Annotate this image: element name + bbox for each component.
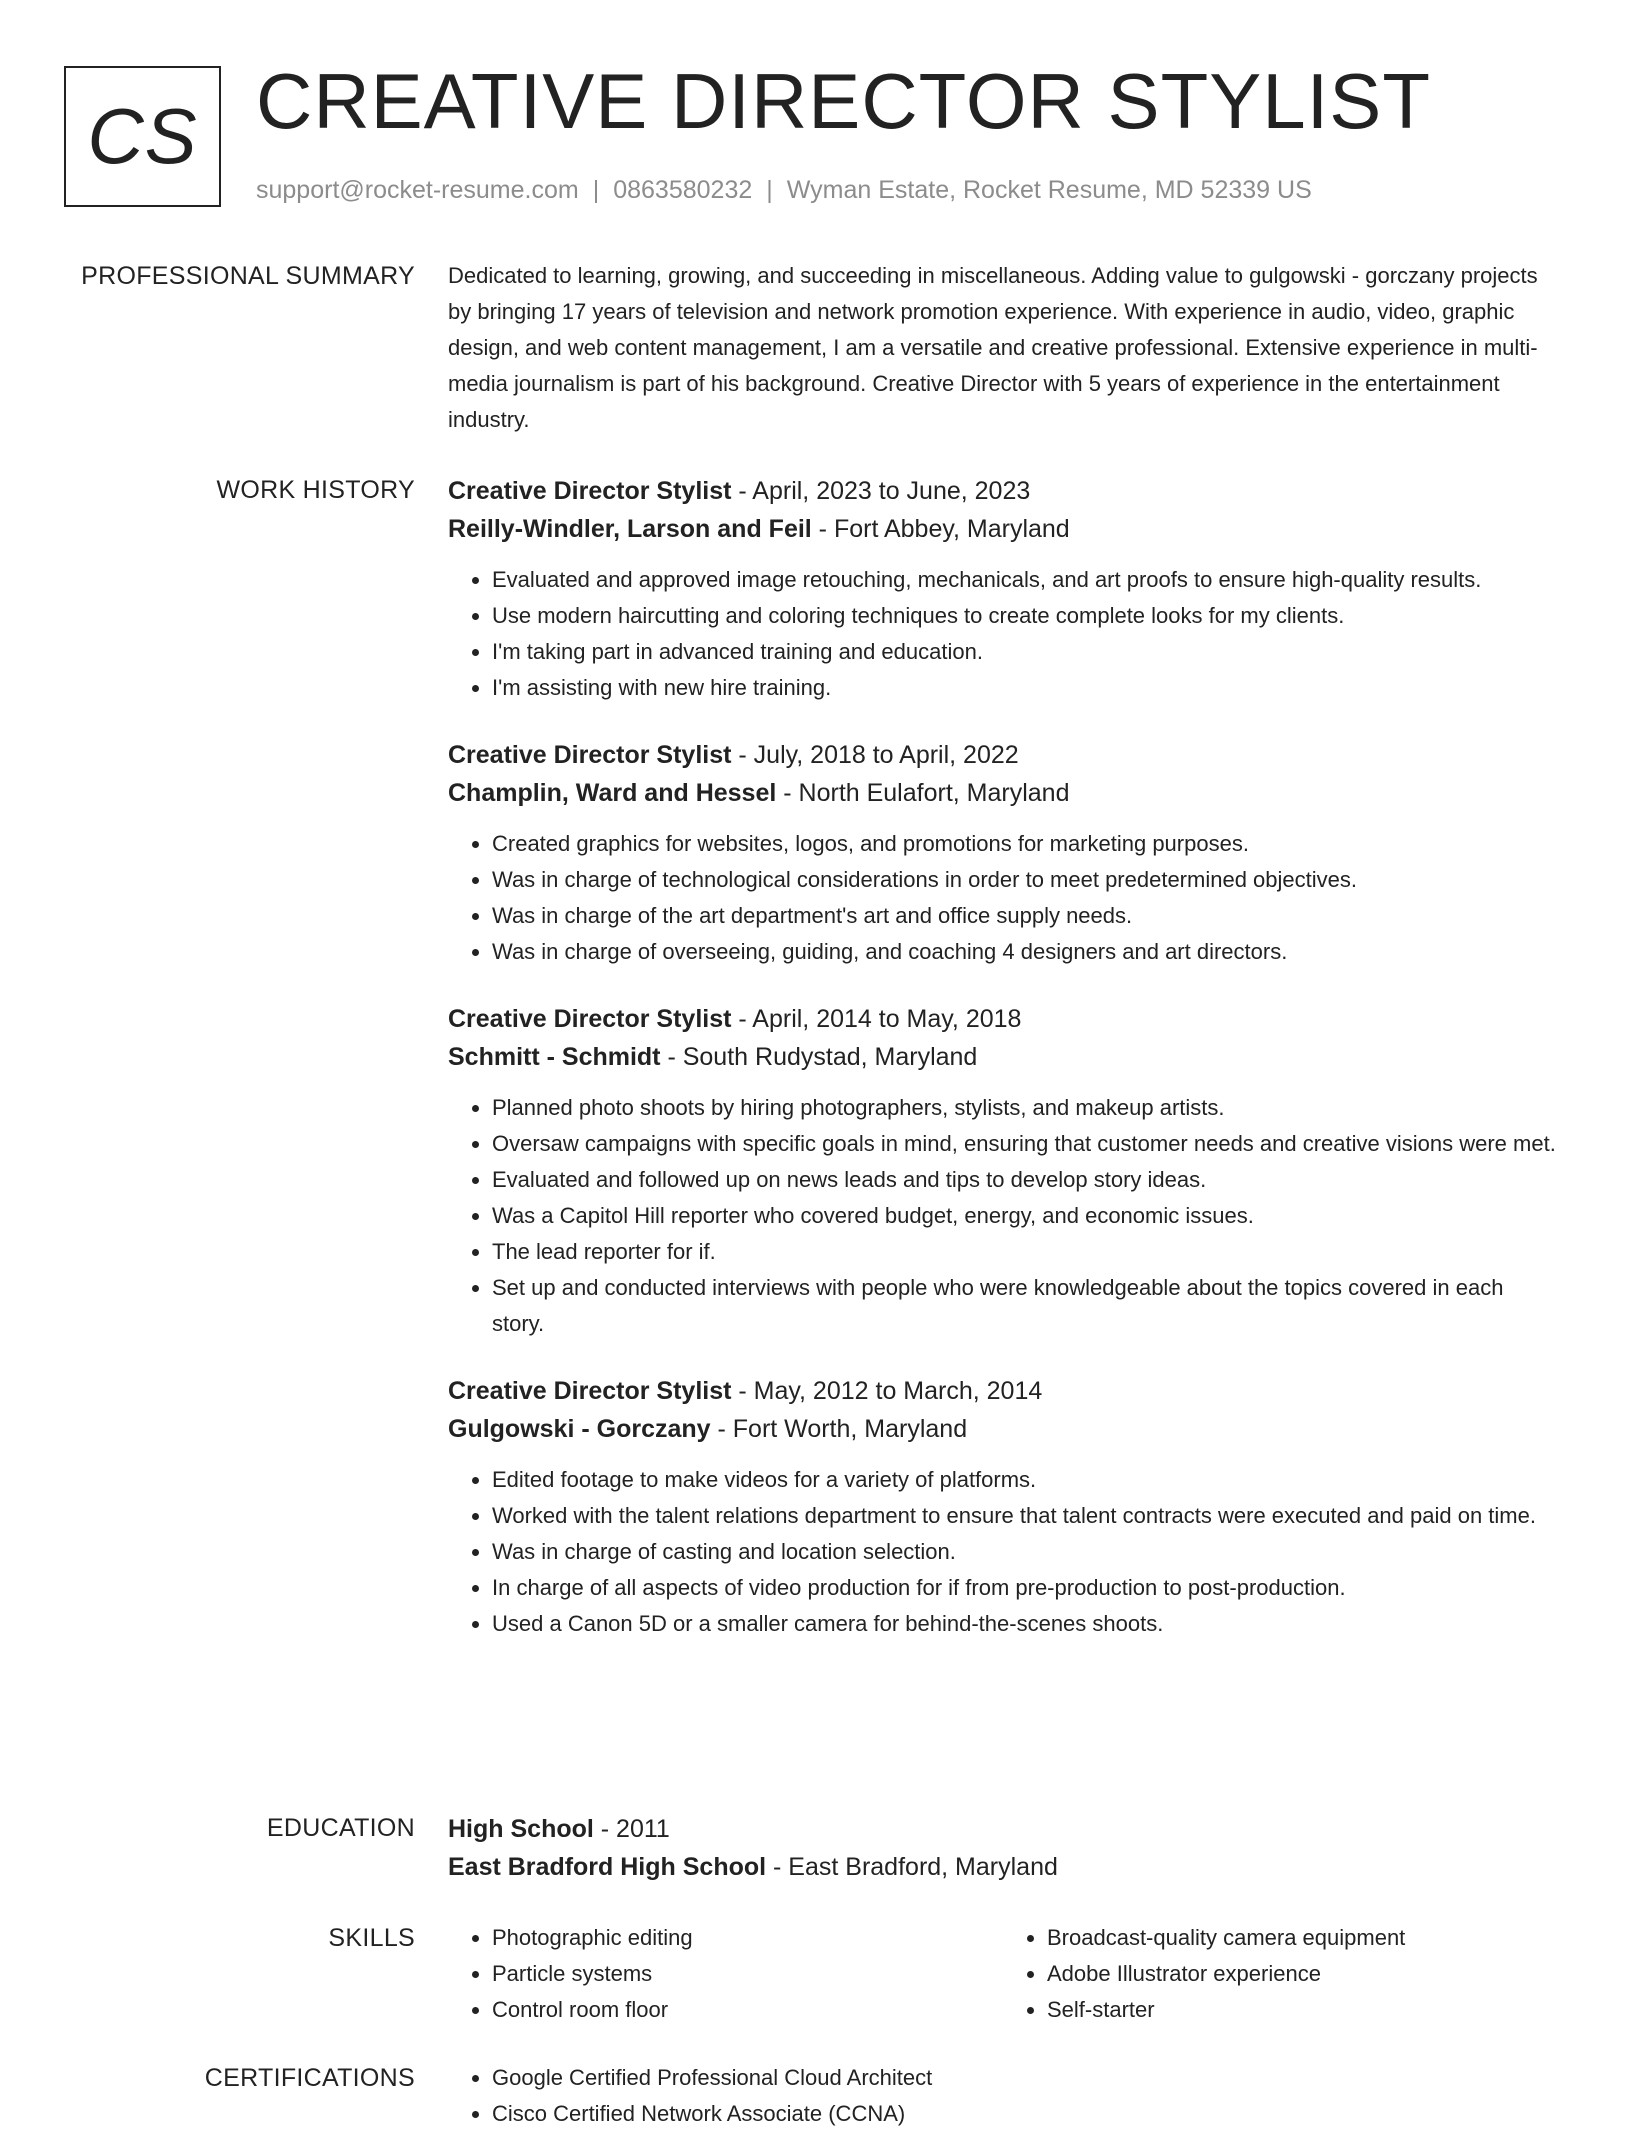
- job-company-line: [448, 510, 1558, 548]
- skill-item: • Control room floor: [492, 1992, 1003, 2028]
- job-dates: - July, 2018 to April, 2022: [731, 741, 1019, 769]
- skills-list-right: [1003, 1920, 1558, 2028]
- job-bullet: • In charge of all aspects of video production for if from pre-production to post-production.: [492, 1570, 1558, 1606]
- skill-item: • Adobe Illustrator experience: [1047, 1956, 1558, 1992]
- skill-item: • Broadcast-quality camera equipment: [1047, 1920, 1558, 1956]
- contact-line: [256, 174, 1312, 206]
- job-bullet: • Was in charge of casting and location selection.: [492, 1534, 1558, 1570]
- job-bullets: [448, 1462, 1558, 1642]
- candidate-name: CREATIVE DIRECTOR STYLIST: [256, 57, 1431, 145]
- section-label-certifications: CERTIFICATIONS: [204, 2064, 415, 2092]
- job-bullet: • Used a Canon 5D or a smaller camera for behind-the-scenes shoots.: [492, 1606, 1558, 1642]
- contact-separator: |: [766, 176, 773, 204]
- job-title-line: [448, 1372, 1558, 1410]
- job-bullet: • I'm assisting with new hire training.: [492, 670, 1558, 706]
- job-title-line: [448, 472, 1558, 510]
- job-entry: [448, 472, 1558, 706]
- job-bullet: • Created graphics for websites, logos, and promotions for marketing purposes.: [492, 826, 1558, 862]
- job-dates: - April, 2023 to June, 2023: [731, 477, 1031, 505]
- education-degree-line: [448, 1810, 1558, 1848]
- job-company-line: [448, 1038, 1558, 1076]
- contact-email: support@rocket-resume.com: [256, 176, 579, 204]
- job-list: [448, 472, 1558, 1672]
- monogram-logo: CS: [64, 66, 221, 207]
- job-location: - North Eulafort, Maryland: [776, 779, 1070, 807]
- section-label-work-history: WORK HISTORY: [216, 476, 415, 504]
- job-title: Creative Director Stylist: [448, 1377, 732, 1405]
- skill-item: • Self-starter: [1047, 1992, 1558, 2028]
- job-bullet: • Planned photo shoots by hiring photographers, stylists, and makeup artists.: [492, 1090, 1558, 1126]
- job-company: Reilly-Windler, Larson and Feil: [448, 515, 812, 543]
- job-company: Schmitt - Schmidt: [448, 1043, 661, 1071]
- job-bullets: [448, 826, 1558, 970]
- section-label-education: EDUCATION: [266, 1814, 415, 1842]
- job-bullet: • Was in charge of overseeing, guiding, and coaching 4 designers and art directors.: [492, 934, 1558, 970]
- certification-item: • Google Certified Professional Cloud Architect: [492, 2060, 1558, 2096]
- job-bullets: [448, 1090, 1558, 1342]
- education-location: - East Bradford, Maryland: [766, 1853, 1058, 1881]
- job-bullet: • I'm taking part in advanced training and education.: [492, 634, 1558, 670]
- job-company-line: [448, 1410, 1558, 1448]
- job-entry: [448, 1000, 1558, 1342]
- job-title: Creative Director Stylist: [448, 477, 732, 505]
- job-entry: [448, 1372, 1558, 1642]
- job-location: - Fort Abbey, Maryland: [811, 515, 1070, 543]
- job-location: - Fort Worth, Maryland: [710, 1415, 968, 1443]
- job-bullet: • Evaluated and followed up on news leads and tips to develop story ideas.: [492, 1162, 1558, 1198]
- job-dates: - May, 2012 to March, 2014: [731, 1377, 1043, 1405]
- job-company: Champlin, Ward and Hessel: [448, 779, 777, 807]
- job-company: Gulgowski - Gorczany: [448, 1415, 711, 1443]
- job-title: Creative Director Stylist: [448, 741, 732, 769]
- job-bullets: [448, 562, 1558, 706]
- skill-item: • Particle systems: [492, 1956, 1003, 1992]
- job-bullet: • Oversaw campaigns with specific goals in mind, ensuring that customer needs and creative visions were met.: [492, 1126, 1558, 1162]
- education-school: East Bradford High School: [448, 1853, 767, 1881]
- contact-phone: 0863580232: [613, 176, 753, 204]
- job-title-line: [448, 1000, 1558, 1038]
- section-label-skills: SKILLS: [328, 1924, 415, 1952]
- job-bullet: • Was in charge of the art department's art and office supply needs.: [492, 898, 1558, 934]
- job-location: - South Rudystad, Maryland: [660, 1043, 978, 1071]
- job-title: Creative Director Stylist: [448, 1005, 732, 1033]
- section-label-summary: PROFESSIONAL SUMMARY: [81, 262, 415, 290]
- job-entry: [448, 736, 1558, 970]
- job-company-line: [448, 774, 1558, 812]
- job-bullet: • The lead reporter for if.: [492, 1234, 1558, 1270]
- skill-item: • Photographic editing: [492, 1920, 1003, 1956]
- education-degree: High School: [448, 1815, 594, 1843]
- skills-list-left: [448, 1920, 1003, 2028]
- contact-address: Wyman Estate, Rocket Resume, MD 52339 US: [786, 176, 1312, 204]
- job-bullet: • Evaluated and approved image retouching, mechanicals, and art proofs to ensure high-quality results.: [492, 562, 1558, 598]
- summary-text: Dedicated to learning, growing, and succeeding in miscellaneous. Adding value to gulgowski - gorczany projects by bringing 17 years of television and network promotion experience. With experience in audio, video, graphic design, and web content management, I am a versatile and creative professional. Extensive experience in multi-media journalism is part of his background. Creative Director with 5 years of experience in the entertainment industry.: [448, 263, 1538, 432]
- job-bullet: • Use modern haircutting and coloring techniques to create complete looks for my clients.: [492, 598, 1558, 634]
- contact-separator: |: [592, 176, 600, 204]
- education-school-line: [448, 1848, 1558, 1886]
- education-year: - 2011: [593, 1815, 670, 1843]
- job-dates: - April, 2014 to May, 2018: [731, 1005, 1022, 1033]
- certification-item: • Cisco Certified Network Associate (CCNA): [492, 2096, 1558, 2132]
- job-bullet: • Was a Capitol Hill reporter who covered budget, energy, and economic issues.: [492, 1198, 1558, 1234]
- job-bullet: • Set up and conducted interviews with people who were knowledgeable about the topics covered in each story.: [492, 1270, 1558, 1342]
- job-bullet: • Worked with the talent relations department to ensure that talent contracts were executed and paid on time.: [492, 1498, 1558, 1534]
- job-bullet: • Was in charge of technological considerations in order to meet predetermined objectives.: [492, 862, 1558, 898]
- job-title-line: [448, 736, 1558, 774]
- job-bullet: • Edited footage to make videos for a variety of platforms.: [492, 1462, 1558, 1498]
- certifications-list: [448, 2060, 1558, 2132]
